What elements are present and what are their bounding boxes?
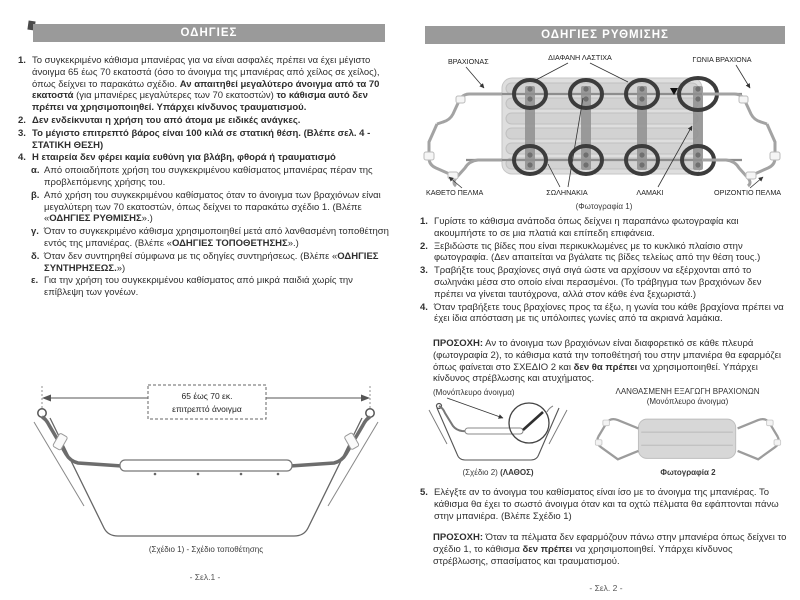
item-text: Από οποιαδήποτε χρήση του συγκεκριμένου καθίσματος μπανιέρας πέραν της προβλεπόμενης χρήσης του. (44, 165, 373, 188)
sub-list-item (31, 190, 392, 225)
list-item (420, 241, 792, 265)
item-text: Η εταιρεία δεν φέρει καμία ευθύνη για βλάβη, φθορά ή τραυματισμό (32, 152, 336, 164)
list-item (18, 152, 392, 164)
item-number: β. (31, 189, 40, 201)
item-text: Όταν δεν συντηρηθεί σύμφωνα με τις οδηγίες συντηρήσεως. (Βλέπε «ΟΔΗΓΙΕΣ ΣΥΝΤΗΡΗΣΕΩΣ.») (44, 250, 379, 274)
list-item (18, 128, 392, 152)
item-number: 1. (420, 216, 428, 227)
bathtub-installation-diagram (20, 382, 392, 542)
item-text: Γυρίστε το κάθισμα ανάποδα όπως δείχνει η παραπάνω φωτογραφία και ακουμπήστε το σε μια πλατιά και επίπεδη επιφάνεια. (434, 216, 739, 239)
seat-plate (120, 460, 292, 471)
item-number: 1. (18, 55, 26, 66)
sub-list-item (31, 165, 392, 189)
page1-header: ΟΔΗΓΙΕΣ (33, 24, 385, 42)
seat-tube-right (290, 417, 370, 466)
item-text: Ελέγξτε αν το άνοιγμα του καθίσματος είναι ίσο με το άνοιγμα της μπανιέρας. Το κάθισμα θα έχει το σωστό άνοιγμα όταν και τα οχτώ πέλματα θα εφάπτονται πάνω στην μπανιέρα. (Βλέπε Σχέδιο 1) (434, 487, 779, 522)
right-hook (366, 409, 374, 417)
label-tubes: ΣΩΛΗΝΑΚΙΑ (546, 188, 588, 197)
item-number: 4. (18, 152, 26, 164)
wrong-extraction-photo (583, 406, 793, 464)
item-text: Το συγκεκριμένο κάθισμα μπανιέρας για να είναι ασφαλές πρέπει να έχει μέγιστο άνοιγμα 65 έως 70 εκατοστά (όσο το άνοιγμα της μπανιέρας από χείλος σε χείλος), όπως δείχνει το παρακάτω σχέδιο. Αν απαιτηθεί μεγαλύτερο άνοιγμα από τα 70 εκατοστά (για μπανιέρες μεγαλύτερες των 70 εκατοστών) το κάθισμα αυτό δεν πρέπει να χρησιμοποιηθεί. Υπάρχει κίνδυνος τραυματισμού. (32, 55, 380, 114)
item-number: γ. (31, 226, 39, 238)
page2-steps-list (420, 216, 792, 326)
label-vertical-foot: ΚΑΘΕΤΟ ΠΕΛΜΑ (426, 188, 484, 197)
page1-footer: - Σελ.1 - (189, 572, 221, 582)
item-text: Για την χρήση του συγκεκριμένου καθίσματος από μικρά παιδιά χωρίς την επίβλεψη των γονέων. (44, 275, 353, 299)
item-text: Δεν ενδείκνυται η χρήση του από άτομα με ειδικές ανάγκες. (32, 114, 301, 126)
seat-plate (465, 428, 523, 434)
pointer-arrow (447, 398, 503, 418)
left-arm (429, 94, 502, 186)
list-item (18, 115, 392, 127)
caution-paragraph-2: ΠΡΟΣΟΧΗ: Όταν τα πέλματα δεν εφαρμόζουν πάνω στην μπανιέρα όπως δείχνει το σχέδιο 1, το κάθισμα δεν πρέπει να χρησιμοποιηθεί. Υπάρχει κίνδυνος στρέβλωσης, σπασίματος και τραυματισμού. (433, 532, 787, 567)
sub-list-item (31, 275, 392, 299)
seat-tube-left (42, 417, 122, 466)
item-number: 3. (420, 265, 428, 277)
dimension-text-line2: επιτρεπτό άνοιγμα (172, 404, 242, 414)
dimension-text-line1: 65 έως 70 εκ. (181, 391, 233, 401)
label-arm: ΒΡΑΧΙΟΝΑΣ (448, 57, 489, 66)
item-text: Τραβήξτε τους βραχίονες σιγά σιγά ώστε να αρχίσουν να εξέρχονται από το σωληνάκι μέσα στο οποίο είναι περασμένοι. (Το τράβηγμα των βραχιόνων δεν πρέπει να γίνεται ταυτόχρονα, αλλά στον κάθε ένα ξεχωριστά.) (434, 265, 762, 300)
item-number: ε. (31, 275, 39, 287)
item-number: δ. (31, 250, 40, 262)
item-text: Ξεβιδώστε τις βίδες που είναι περικυκλωμένες με το κυκλικό πλαίσιο στην φωτογραφία. (Δεν απαιτείται να βγάλατε τις βίδες τελείως από την θέση τους.) (434, 240, 761, 264)
list-item (18, 55, 392, 114)
item-number: 3. (18, 127, 26, 139)
sub-list-item (31, 251, 392, 275)
photo1-caption: (Φωτογραφία 1) (575, 202, 633, 211)
list-item (420, 487, 792, 522)
list-item (420, 216, 792, 240)
sketch2-caption: (Σχέδιο 2) (ΛΑΘΟΣ) (462, 468, 534, 477)
wrongly-extended-arm (523, 412, 543, 430)
seat-board (638, 419, 735, 458)
item-text: Από χρήση του συγκεκριμένου καθίσματος όταν το άνοιγμα των βραχιόνων είναι μεγαλύτερη των 70 εκατοστών, όπως δείχνει το παρακάτω σχέδιο 1. (Βλέπε «ΟΔΗΓΙΕΣ ΡΥΘΜΙΣΗΣ».) (44, 189, 381, 225)
label-horizontal-foot: ΟΡΙΖΟΝΤΙΟ ΠΕΛΜΑ (714, 188, 782, 197)
label-arm-corner: ΓΩΝΙΑ ΒΡΑΧΙΟΝΑ (692, 55, 752, 64)
left-hook (38, 409, 46, 417)
photo2-label-line2: (Μονόπλευρο άνοιγμα) (646, 397, 729, 406)
seat-upside-down-photo (420, 48, 788, 200)
item-number: 4. (420, 301, 428, 313)
page2-footer: - Σελ. 2 - (589, 583, 623, 593)
page1-instructions-list (18, 55, 392, 300)
caution-paragraph-1: ΠΡΟΣΟΧΗ: Αν το άνοιγμα των βραχιόνων είναι διαφορετικό σε κάθε πλευρά (φωτογραφία 2), το κάθισμα κατά την τοποθέτησή του στην μπανιέρα θα εφαρμόζει όπως φαίνεται στο ΣΧΕΔΙΟ 2 και δεν θα πρέπει να χρησιμοποιηθεί. Υπάρχει κίνδυνος στρέβλωσης και ατυχήματος. (433, 338, 781, 385)
item-number: 5. (420, 487, 428, 498)
step5 (420, 487, 792, 523)
item-number: 2. (420, 240, 428, 252)
wrong-fit-sketch (423, 396, 573, 466)
item-number: α. (31, 165, 40, 177)
item-text: Το μέγιστο επιτρεπτό βάρος είναι 100 κιλά σε στατική θέση. (Βλέπε σελ. 4 - ΣΤΑΤΙΚΗ ΘΕΣΗ) (32, 127, 371, 151)
label-strip: ΛΑΜΑΚΙ (636, 188, 664, 197)
sketch2-label: (Μονόπλευρο άνοιγμα) (433, 388, 515, 397)
list-item (420, 302, 792, 326)
item-number: 2. (18, 114, 26, 126)
item-text: Όταν το συγκεκριμένο κάθισμα χρησιμοποιηθεί μετά από λανθασμένη τοποθέτηση εντός της μπανιέρας. (Βλέπε «ΟΔΗΓΙΕΣ ΤΟΠΟΘΕΤΗΣΗΣ».) (44, 226, 389, 249)
right-arm (702, 94, 775, 186)
page2-header: ΟΔΗΓΙΕΣ ΡΥΘΜΙΣΗΣ (425, 26, 785, 44)
diagram-caption: (Σχέδιο 1) - Σχέδιο τοποθέτησης (148, 545, 264, 554)
bathtub-outline (50, 418, 362, 536)
photo2-label-line1: ΛΑΝΘΑΣΜΕΝΗ ΕΞΑΓΩΓΗ ΒΡΑΧΙΟΝΩΝ (615, 387, 760, 396)
sub-list-item (31, 226, 392, 250)
list-item (420, 265, 792, 300)
label-rubbers: ΔΙΑΦΑΝΗ ΛΑΣΤΙΧΑ (548, 53, 612, 62)
item-text: Όταν τραβήξετε τους βραχίονες προς τα έξω, η γωνία του κάθε βραχίονα πρέπει να έχει ίδια απόσταση με τις υπόλοιπες γωνίες από τα ακριανά λαμάκια. (434, 301, 784, 325)
photo2-caption: Φωτογραφία 2 (660, 468, 716, 477)
